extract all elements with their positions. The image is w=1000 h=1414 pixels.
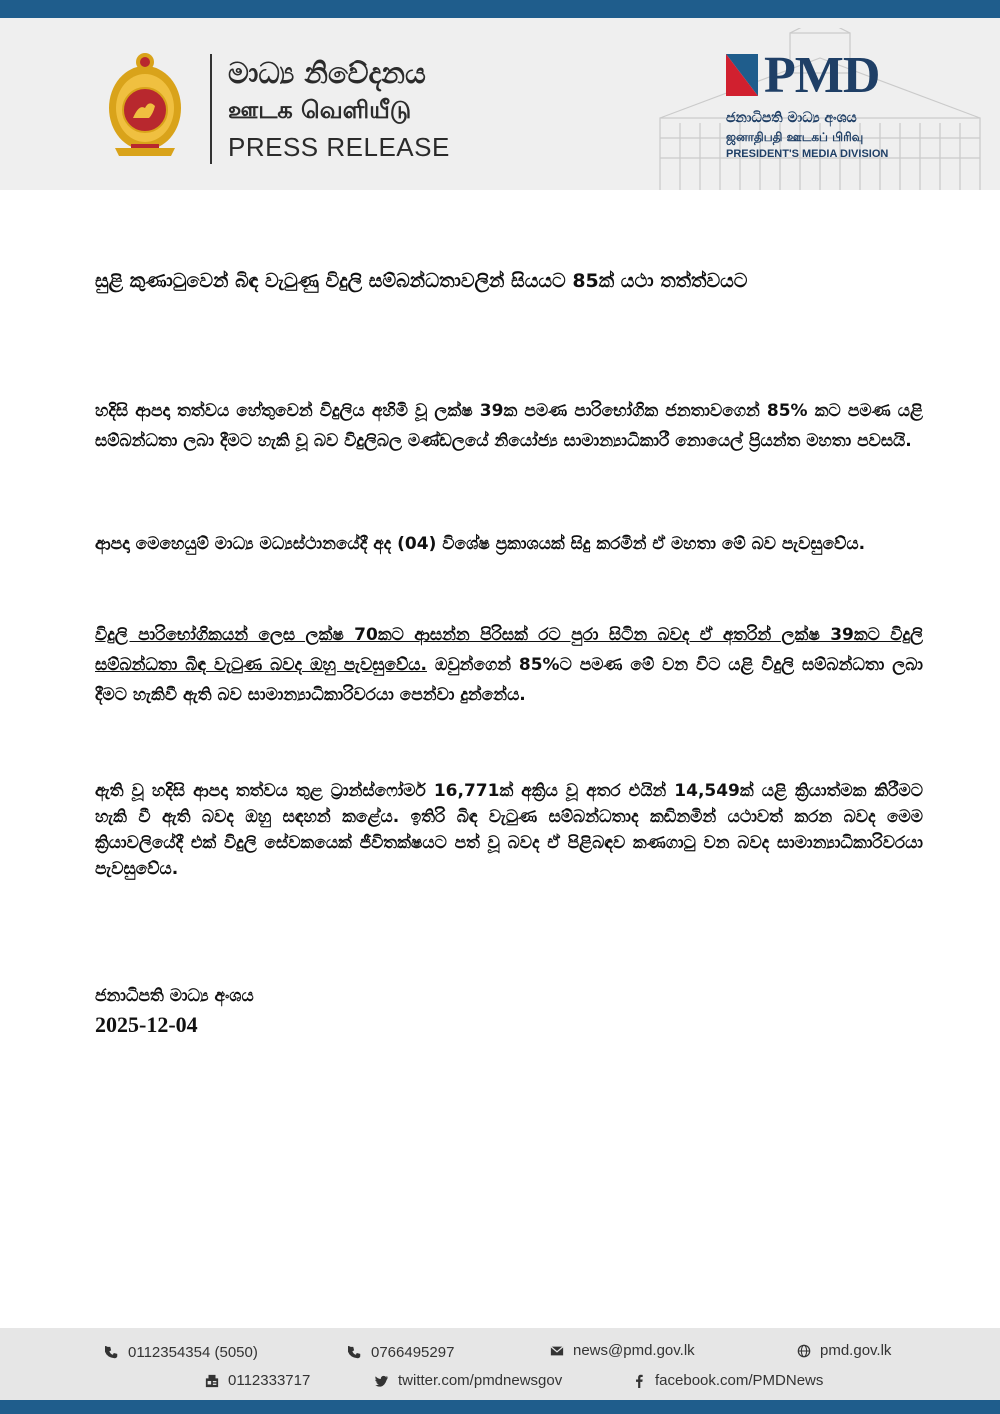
footer-website[interactable]: [797, 1342, 891, 1359]
paragraph-3-underlined: විදුලි පාරිභෝගිකයන් ලෙස ලක්ෂ 70කට ආසන්න පිරිසක් රට පුරා සිටින බවද ඒ අතරින් ලක්ෂ 39කට විදුලි සම්බන්ධතා බිඳ වැටුණ බවද ඔහු පැවසුවේය.: [95, 625, 923, 675]
pmd-logo: [726, 47, 896, 190]
phone-icon: [105, 1346, 119, 1360]
header-title-english: PRESS RELEASE: [228, 132, 450, 162]
footer-phone-2[interactable]: [348, 1344, 454, 1361]
footer-fax-text: 0112333717: [228, 1372, 311, 1389]
fax-icon: [205, 1374, 219, 1388]
paragraph-3: [95, 620, 923, 710]
release-date: 2025-12-04: [95, 1012, 198, 1037]
page-footer: [0, 1328, 1000, 1400]
pmd-name-sinhala: ජනාධිපති මාධ්‍ය අංශය: [726, 110, 857, 126]
sri-lanka-emblem-icon: [105, 48, 185, 160]
pmd-name-english: PRESIDENT'S MEDIA DIVISION: [726, 148, 889, 160]
globe-icon: [797, 1344, 811, 1358]
pmd-name-tamil: ஜனாதிபதி ஊடகப் பிரிவு: [726, 130, 864, 144]
headline: සුළි කුණාටුවෙන් බිඳ වැටුණු විදුලි සම්බන්ධතාවලින් සියයට 85ක් යථා තත්ත්වයට: [95, 270, 748, 292]
footer-twitter-text: twitter.com/pmdnewsgov: [398, 1372, 563, 1389]
paragraph-1: හදිසි ආපදා තත්වය හේතුවෙන් විදුලිය අහිමි වූ ලක්ෂ 39ක පමණ පාරිභෝගික ජනතාවගෙන් 85% කට පමණ යළි සම්බන්ධතා ලබා දීමට හැකි වූ බව විදුලිබල මණ්ඩලයේ නියෝජ්‍ය සාමාන්‍යාධිකාරී නොයෙල් ප්‍රියන්ත මහතා පවසයි.: [95, 401, 923, 451]
paragraph-3-rest: ඔවුන්ගෙන් 85%ට පමණ මේ වන විට යළි විදුලි සම්බන්ධතා ලබා දීමට හැකිවී ඇති බව සාමාන්‍යාධිකාරිවරයා පෙන්වා දුන්නේය.: [95, 655, 923, 705]
pmd-logo-text: PMD: [764, 47, 880, 104]
paragraph-2: ආපදා මෙහෙයුම් මාධ්‍ය මධ්‍යස්ථානයේදී අද (04) විශේෂ ප්‍රකාශයක් සිදු කරමින් ඒ මහතා මේ බව පැවසුවේය.: [95, 534, 866, 554]
twitter-icon: [375, 1374, 389, 1388]
phone-icon: [348, 1346, 362, 1360]
pmd-logo-mark-icon: [726, 54, 758, 96]
top-color-bar: [0, 0, 1000, 18]
footer-facebook[interactable]: [632, 1372, 823, 1389]
footer-fax[interactable]: [205, 1372, 310, 1389]
mail-icon: [550, 1344, 564, 1358]
signature-name: ජනාධිපති මාධ්‍ය අංශය: [95, 986, 254, 1006]
bottom-color-bar: [0, 1400, 1000, 1414]
footer-phone-2-text: 0766495297: [371, 1344, 455, 1361]
footer-facebook-text: facebook.com/PMDNews: [655, 1372, 824, 1389]
footer-website-text: pmd.gov.lk: [820, 1342, 892, 1359]
footer-phone-1[interactable]: [105, 1344, 258, 1361]
header-divider: [210, 54, 212, 164]
header-title-sinhala: මාධ්‍ය නිවේදනය: [228, 56, 426, 90]
footer-email-text: news@pmd.gov.lk: [573, 1342, 695, 1359]
footer-email[interactable]: [550, 1342, 695, 1359]
paragraph-4: ඇති වූ හදිසි ආපදා තත්වය තුළ ට්‍රාන්ස්ෆෝමර් 16,771ක් අක්‍රිය වූ අතර එයින් 14,549ක් යළි ක්‍රියාත්මක කිරීමට හැකි වී ඇති බවද ඔහු සඳහන් කළේය. ඉතිරි බිඳ වැටුණ සම්බන්ධතාද කඩිනමින් යථාවත් කරන බවද මෙම ක්‍රියාවලියේදී එක් විදුලි සේවකයෙක් ජීවිතක්ෂයට පත් වූ බවද ඒ පිළිබඳව කණගාටු වන බවද සාමාන්‍යාධිකාරිවරයා පැවසුවේය.: [95, 781, 923, 879]
footer-twitter[interactable]: [375, 1372, 562, 1389]
facebook-icon: [632, 1374, 646, 1388]
page-header: [0, 18, 1000, 190]
footer-phone-1-text: 0112354354 (5050): [128, 1344, 258, 1361]
header-title-tamil: ஊடக வெளியீடு: [228, 96, 412, 124]
